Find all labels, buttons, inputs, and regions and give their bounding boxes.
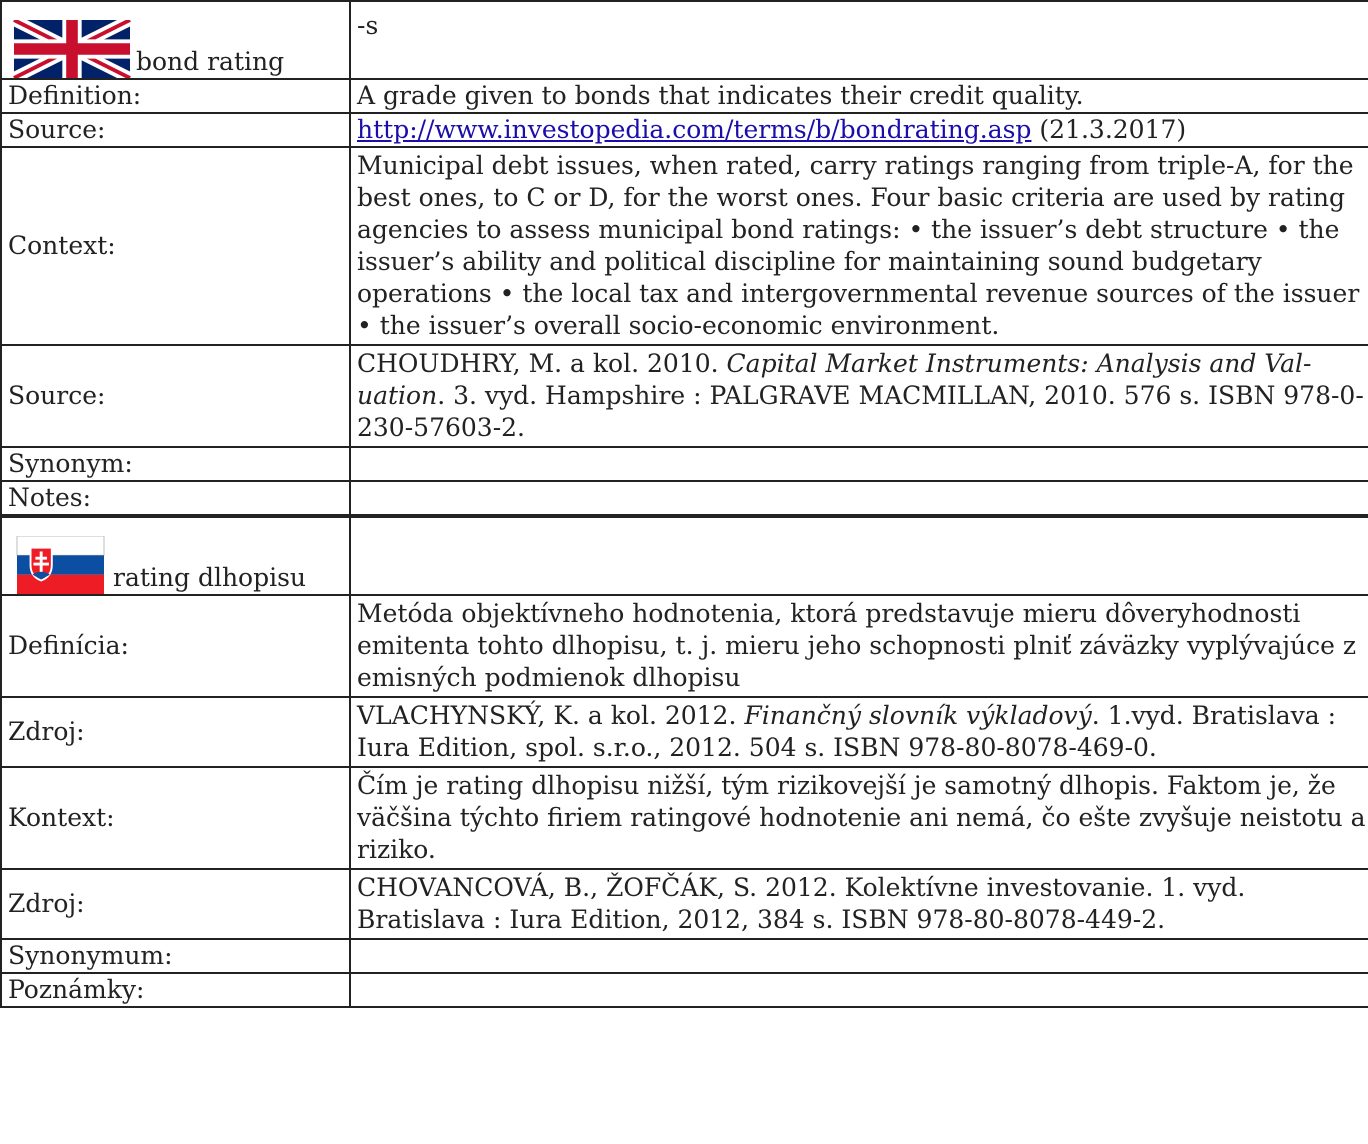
en-source-row [1, 113, 1368, 147]
en-term-cell [1, 1, 350, 79]
context-label: Context: [1, 147, 350, 345]
sk-header-row [1, 516, 1368, 595]
source2-title: Capital Market Instruments: Analysis and Valuation [357, 349, 1312, 410]
uk-flag-icon [8, 20, 136, 78]
synonymum-label: Synonymum: [1, 939, 350, 973]
source-label: Source: [1, 113, 350, 147]
en-context-row [1, 147, 1368, 345]
zdroj-value: VLACHYNSKÝ, K. a kol. 2012. Finančný slovník výkladový. 1.vyd. Bratislava : Iura Edition, spol. s.r.o., 2012. 504 s. ISBN 978-80-8078-469-0. [350, 697, 1368, 767]
kontext-label: Kontext: [1, 767, 350, 869]
source2-label: Source: [1, 345, 350, 447]
synonymum-value [350, 939, 1368, 973]
definicia-label: Definícia: [1, 595, 350, 697]
notes-label: Notes: [1, 481, 350, 516]
en-definition-row [1, 79, 1368, 113]
en-source2-row [1, 345, 1368, 447]
poznamky-value [350, 973, 1368, 1007]
definition-label: Definition: [1, 79, 350, 113]
sk-term-cell [1, 516, 350, 595]
source-value [350, 113, 1368, 147]
sk-source-row [1, 697, 1368, 767]
source2-value: CHOUDHRY, M. a kol. 2010. Capital Market Instruments: Analysis and Valuation. 3. vyd. Hampshire : PALGRAVE MACMILLAN, 2010. 576 s. ISBN 978-0-230-57603-2. [350, 345, 1368, 447]
source-link[interactable]: http://www.investopedia.com/terms/b/bondrating.asp [357, 115, 1032, 144]
sk-synonym-row [1, 939, 1368, 973]
source-date: (21.3.2017) [1031, 115, 1187, 144]
sk-notes-row [1, 973, 1368, 1007]
en-header-row [1, 1, 1368, 79]
en-notes-row [1, 481, 1368, 516]
en-suffix-cell: -s [350, 1, 1368, 79]
sk-context-row [1, 767, 1368, 869]
sk-definition-row [1, 595, 1368, 697]
zdroj2-label: Zdroj: [1, 869, 350, 939]
slovak-flag-icon [8, 536, 113, 594]
context-value: Municipal debt issues, when rated, carry ratings ranging from triple-A, for the best ones, to C or D, for the worst ones. Four basic criteria are used by rating agencies to assess municipal bond ratings: • the issuer’s debt structure • the issuer’s ability and political discipline for maintaining sound budgetary operations • the local tax and intergovernmental revenue sources of the issuer • the issuer’s overall socio-economic environment. [350, 147, 1368, 345]
en-synonym-row [1, 447, 1368, 481]
term-sk: rating dlhopisu [113, 563, 307, 592]
sk-source2-row [1, 869, 1368, 939]
zdroj2-value: CHOVANCOVÁ, B., ŽOFČÁK, S. 2012. Kolektívne investovanie. 1. vyd. Bratislava : Iura Edition, 2012, 384 s. ISBN 978-80-8078-449-2. [350, 869, 1368, 939]
kontext-value: Čím je rating dlhopisu nižší, tým rizikovejší je samotný dlhopis. Faktom je, že väčšina týchto firiem ratingové hodnotenie ani nemá, čo ešte zvyšuje neistotu a riziko. [350, 767, 1368, 869]
term-en: bond rating [136, 47, 285, 76]
zdroj-title: Finančný slovník výkladový [744, 701, 1092, 730]
notes-value [350, 481, 1368, 516]
synonym-value [350, 447, 1368, 481]
definicia-value: Metóda objektívneho hodnotenia, ktorá predstavuje mieru dôveryhodnosti emitenta tohto dlhopisu, t. j. mieru jeho schopnosti plniť záväzky vyplývajúce z emisných podmienok dlhopisu [350, 595, 1368, 697]
poznamky-label: Poznámky: [1, 973, 350, 1007]
definition-value: A grade given to bonds that indicates their credit quality. [350, 79, 1368, 113]
sk-suffix-cell [350, 516, 1368, 595]
synonym-label: Synonym: [1, 447, 350, 481]
zdroj-label: Zdroj: [1, 697, 350, 767]
